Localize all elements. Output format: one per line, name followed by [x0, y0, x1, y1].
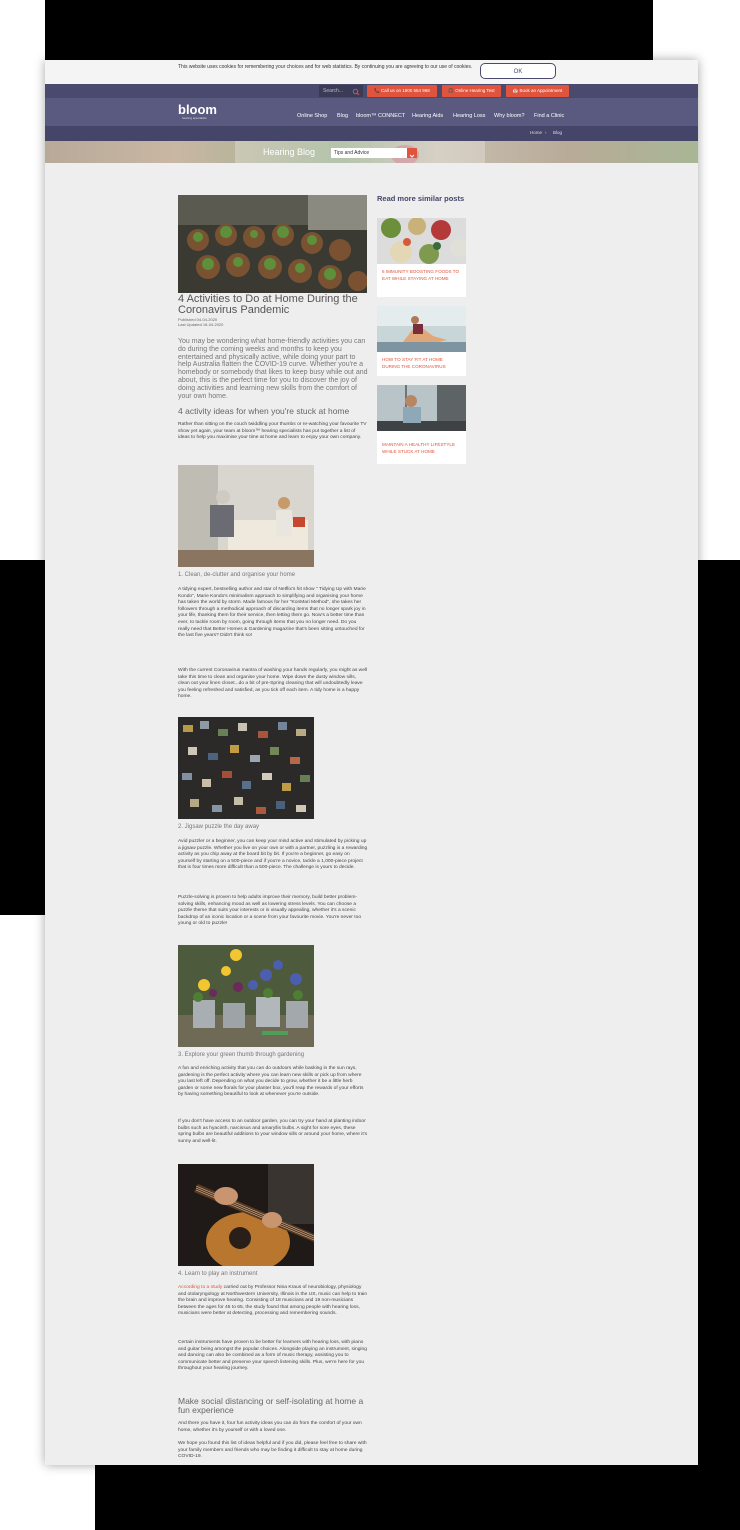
paragraph-4b: Certain instruments have proven to be better for learners with hearing loss, with piano and guitar being amongst the popular choices. Alongside playing an instrument, singing and dancing can also be combined as a form of music therapy, assisting you to communicate better and preserve your speech listening skills. Plus, we're here for you throughout your hearing journey. — [178, 1340, 367, 1372]
paragraph-end-2: We hope you found this list of ideas helpful and if you did, please feel free to share with your family members and friends who may be finding it difficult to stay at home during COVID-19. — [178, 1441, 367, 1460]
paragraph-4a — [178, 1285, 368, 1318]
article-intro: You may be wondering what home-friendly activities you can do during the coming weeks and months to keep you entertained and physically active, while doing your part to help Australia flatten the COVID-19 curve. Whether you're a homebody or somebody that likes to keep busy while out and about, this is the perfect time for you to discover the joy of doing activities and learning new skills from the comfort of your own home. — [178, 338, 368, 400]
backdrop-left — [0, 560, 45, 915]
article-hero-image — [178, 195, 367, 293]
breadcrumb-separator: › — [545, 130, 547, 135]
paragraph-2b: Puzzle-solving is proven to help adults improve their memory, build better problem-solving skills, enhancing mood as well as lowering stress levels. You can choose a puzzle theme that suits your interests or is visually appealing, whether it's a scenic backdrop of an iconic location or a scene from your favourite movie. You're never too young or old to puzzle! — [178, 895, 362, 927]
section-heading-ideas: 4 activity ideas for when you're stuck at home — [178, 406, 350, 416]
paragraph-2a: Avid puzzler or a beginner, you can keep your mind active and stimulated by picking up a jigsaw puzzle. Whether you live on your own or with a partner, puzzling is a rewarding activity as you chip away at the board bit by bit. If you're a beginner, go easy on yourself by starting on a 500-piece and if you're a novice, tackle a 1,000-piece project that is four times more difficult than a 500-piece. The challenge is yours to decide. — [178, 839, 368, 871]
nav-hearing-loss[interactable]: Hearing Loss — [453, 113, 486, 119]
paragraph-ideas: Rather than sitting on the couch twiddling your thumbs or re-watching your favourite TV show yet again, your team at bloom™ hearing specialists has put together a list of ideas to help you maximise your time at home and learn to enjoy your own company. — [178, 422, 367, 441]
search-icon[interactable] — [349, 85, 363, 97]
search-input[interactable]: Search... — [319, 85, 363, 97]
related-post-title[interactable]: 6 IMMUNITY BOOSTING FOODS TO EAT WHILE STAYING AT HOME — [382, 269, 460, 281]
chevron-down-icon[interactable] — [407, 148, 417, 158]
related-post-card[interactable] — [377, 385, 466, 464]
cookie-banner — [45, 60, 698, 84]
guitar-image — [178, 1164, 314, 1266]
related-post-card[interactable] — [377, 218, 466, 297]
nav-bloom-connect[interactable]: bloom™ CONNECT — [356, 113, 406, 119]
related-post-image — [377, 218, 466, 264]
paragraph-end-1: And there you have it, four fun activity ideas you can do from the comfort of your own home, whether it's by yourself or with a loved one. — [178, 1421, 362, 1433]
article-title: 4 Activities to Do at Home During the Coronavirus Pandemic — [178, 293, 358, 316]
paragraph-1a: A tidying expert, bestselling author and star of Netflix's hit show " Tidying Up with Marie Kondo", Marie Kondo's minimalism approach to simplifying and organising your home has taken the world by storm. Made famous for her "KonMari Method", she takes her followers through a methodical approach of discarding items that no longer spark joy in your life, thanking them for their service, then letting them go. Now's a better time than ever, to tackle room by room, going through items that you no longer need. Do you really need that Better Homes & Gardening magazine that's been sitting untouched for the last five years? Didn't think so! — [178, 587, 366, 639]
nav-find-clinic[interactable]: Find a Clinic — [534, 113, 565, 119]
paragraph-4a-text: carried out by Professor Nina Kraus of neurobiology, physiology and otolaryngology at Northwestern University, Illinois in the US, music can help to train the brain and improve hearing. Consisting of 18 musicians and 19 non-musicians between the ages for 45 to 65, the study found that among people with hearing loss, musicians were better at detecting, processing and remembering sounds. — [178, 1285, 368, 1317]
paragraph-3b: If you don't have access to an outdoor garden, you can try your hand at planting indoor bulbs such as hyacinth, narcissus and amaryllis bulbs. A sight for sore eyes, these spring bulbs are beautiful additions to your window sills or around your home, where it's sunny and well-lit. — [178, 1119, 368, 1144]
nav-why-bloom[interactable]: Why bloom? — [494, 113, 525, 119]
sidebar-title: Read more similar posts — [377, 194, 465, 203]
breadcrumb-blog: Blog — [553, 130, 563, 135]
hearing-test-button[interactable]: 🎧 Online Hearing Test — [442, 85, 501, 97]
cleaning-image — [178, 465, 314, 567]
caption-4: 4. Learn to play an instrument — [178, 1271, 258, 1277]
webpage — [45, 60, 698, 1465]
category-select[interactable]: Tips and Advice — [331, 148, 417, 158]
jigsaw-image — [178, 717, 314, 819]
gardening-image — [178, 945, 314, 1047]
call-button[interactable]: 📞 Call us on 1800 554 968 — [367, 85, 437, 97]
related-post-image — [377, 306, 466, 352]
caption-3: 3. Explore your green thumb through gardening — [178, 1052, 305, 1058]
published-date: Published 04-04-2020 — [178, 317, 218, 322]
paragraph-1b: With the current Coronavirus mantra of washing your hands regularly, you might as well take this time to clean and organise your home. Wipe down the dusty window sills, clean out your linen closet...do a bit of pre-Spring cleaning that will undoubtedly leave you feeling refreshed and satisfied, as you tick off each item. A tidy home is a happy home. — [178, 668, 368, 700]
logo-tagline: hearing specialists — [182, 116, 207, 120]
updated-date: Last Updated 18-04-2020 — [178, 322, 224, 327]
hero-title: Hearing Blog — [263, 147, 316, 157]
related-post-title[interactable]: MAINTAIN A HEALTHY LIFESTYLE WHILE STUCK AT HOME — [382, 442, 456, 454]
section-heading-end: Make social distancing or self-isolating at home a fun experience — [178, 1396, 364, 1415]
related-post-title[interactable]: HOW TO STAY FIT AT HOME DURING THE CORONAVIRUS — [382, 357, 446, 369]
nav-hearing-aids[interactable]: Hearing Aids — [412, 113, 444, 119]
related-post-image — [377, 385, 466, 431]
cookie-text: This website uses cookies for remembering your choices and for web statistics. By continuing you are agreeing to our use of cookies. — [178, 64, 473, 70]
book-appointment-button[interactable]: 📅 Book an Appointment — [506, 85, 569, 97]
caption-2: 2. Jigsaw puzzle the day away — [178, 824, 260, 830]
logo[interactable]: bloom — [178, 102, 217, 117]
blog-hero-banner — [45, 141, 698, 163]
caption-1: 1. Clean, de-clutter and organise your home — [178, 572, 296, 578]
related-post-card[interactable] — [377, 306, 466, 376]
cookie-ok-button[interactable]: OK — [480, 63, 556, 79]
breadcrumb-home[interactable]: Home — [530, 130, 543, 135]
paragraph-3a: A fun and enriching activity that you can do outdoors while basking in the sun rays, gardening is the perfect activity where you can learn new skills or pick up from where you last left off. Depending on what you decide to grow, whether it be a little herb garden or some new florals for your planter box, you'll reap the rewards of your efforts by having something beautiful to look at whenever you're outside. — [178, 1066, 364, 1098]
nav-blog[interactable]: Blog — [337, 113, 349, 119]
study-link[interactable]: According to a study — [178, 1285, 223, 1290]
utility-bar — [45, 84, 698, 98]
main-nav — [45, 98, 698, 126]
nav-online-shop[interactable]: Online Shop — [297, 113, 328, 119]
breadcrumb — [45, 126, 698, 141]
